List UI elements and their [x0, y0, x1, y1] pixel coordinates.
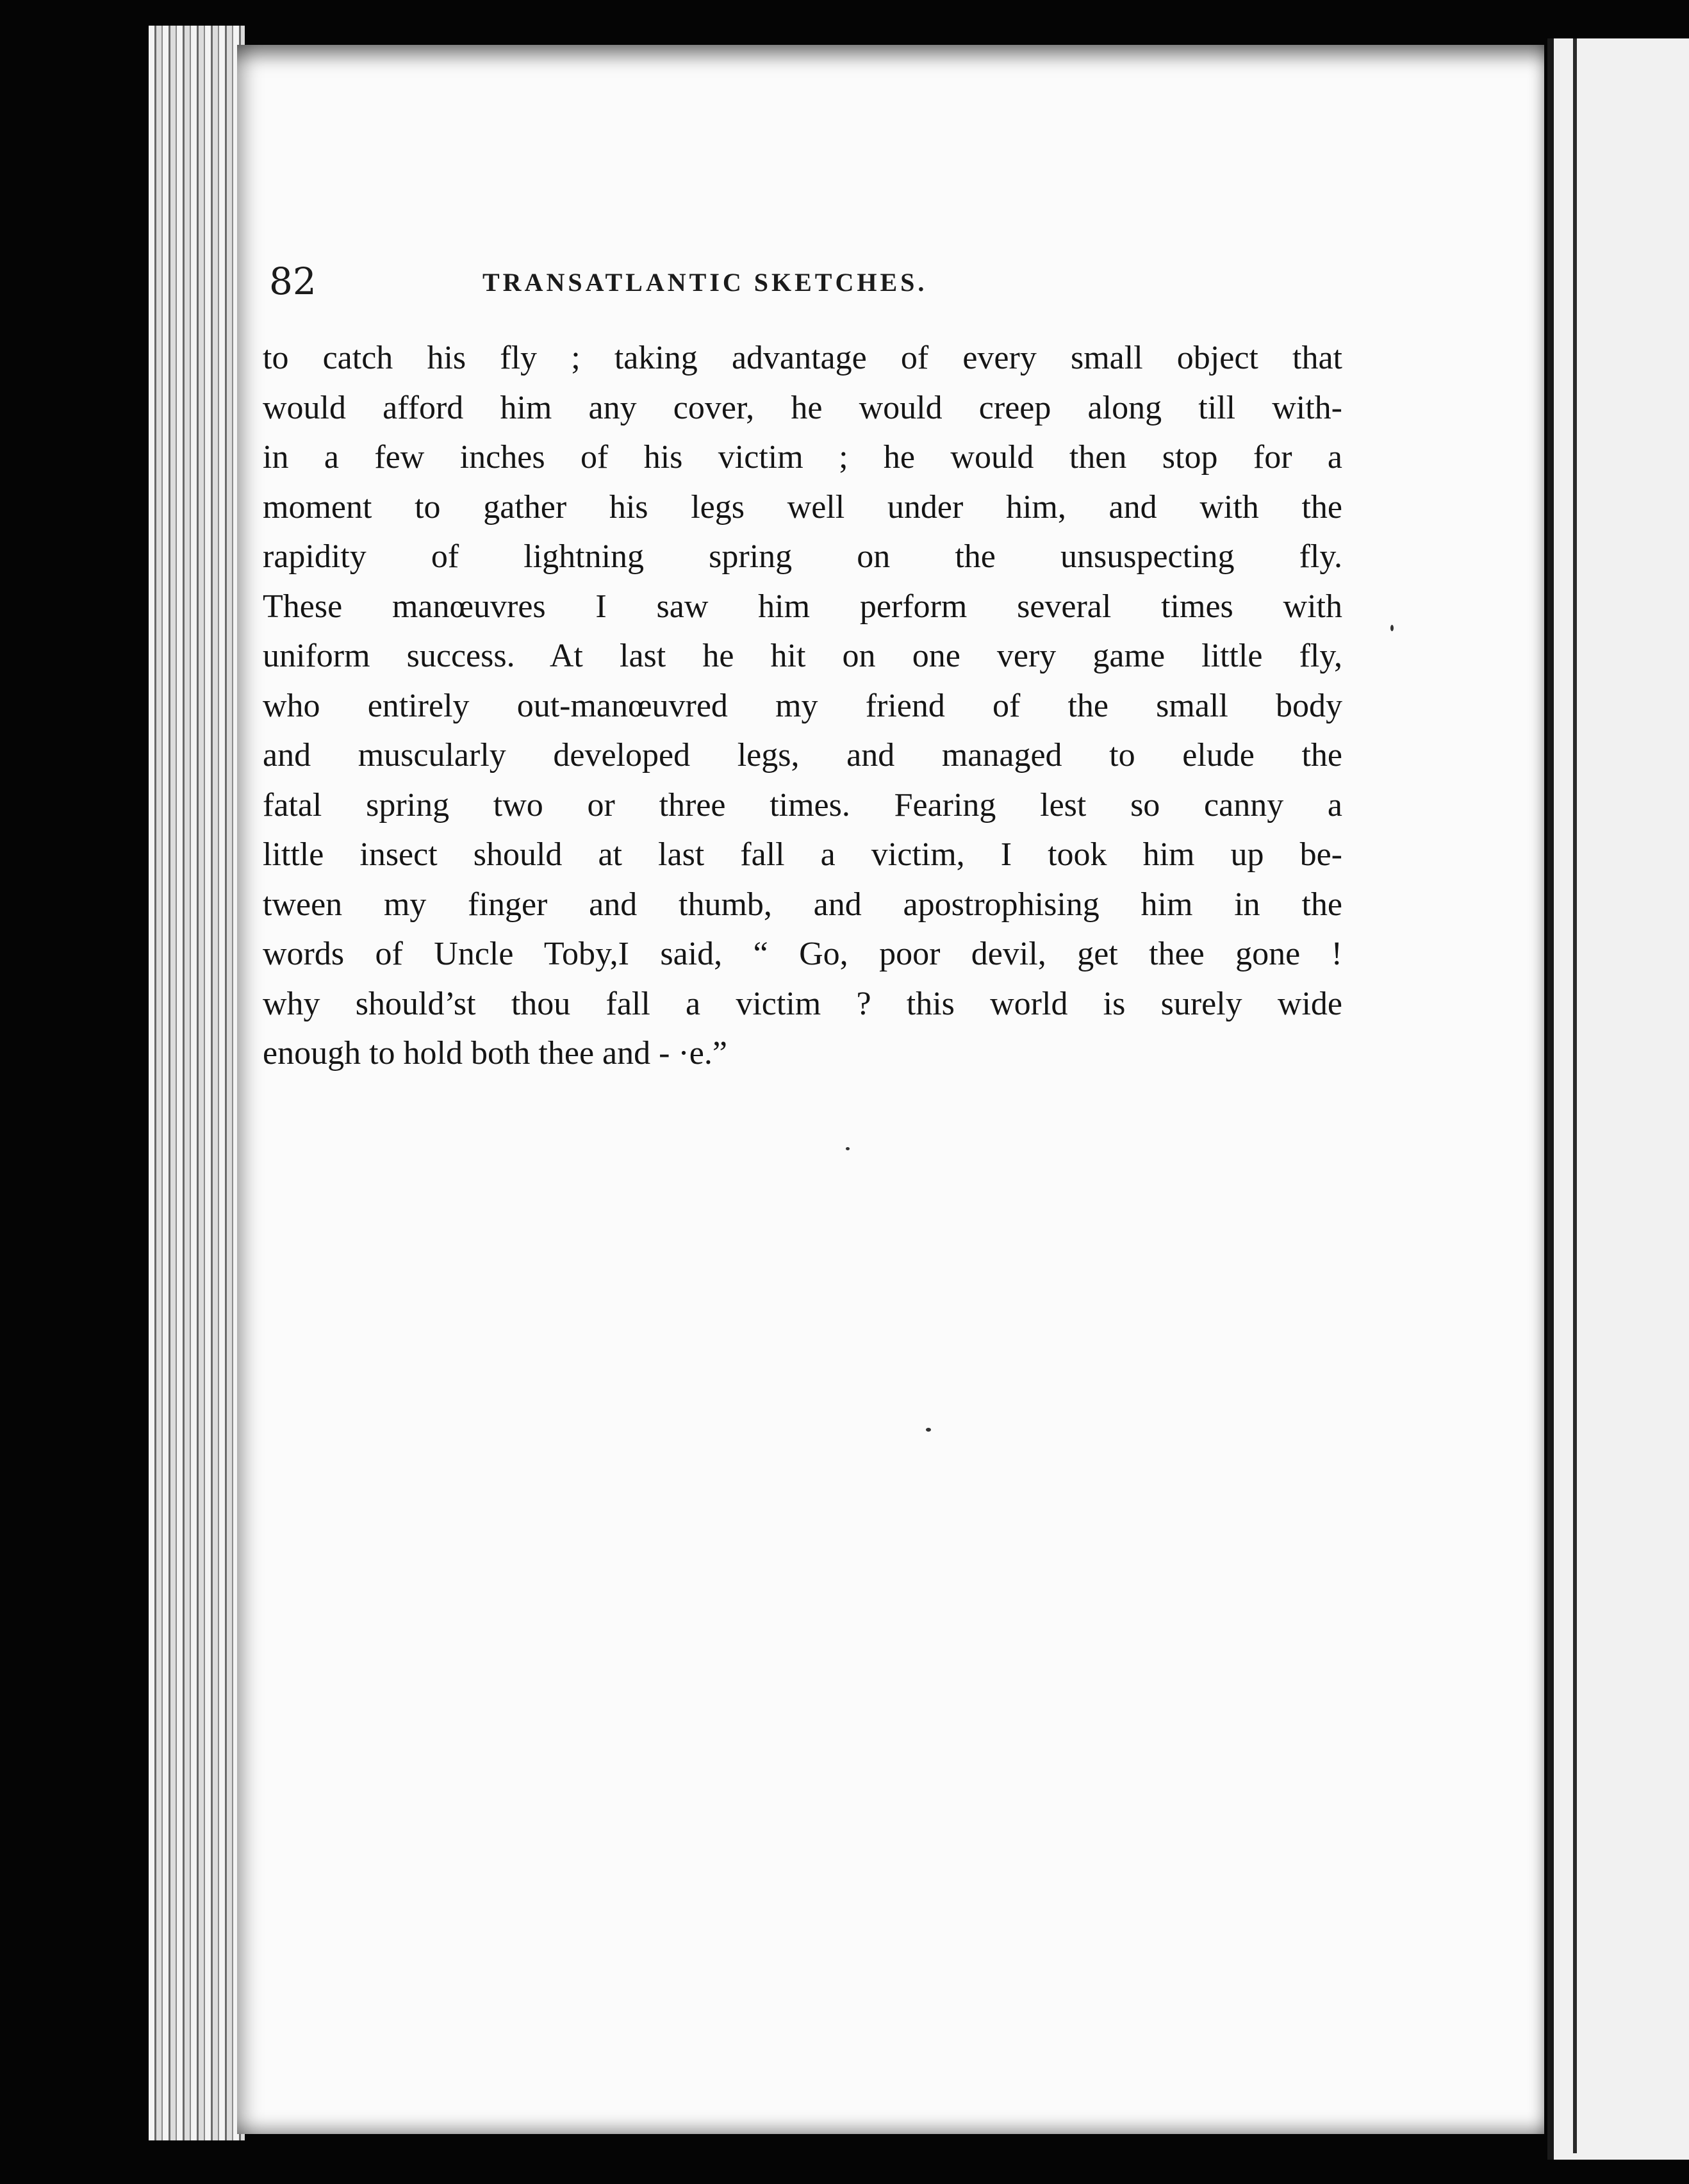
- book-page-edges: [149, 26, 245, 2140]
- text-line: rapidity of lightning spring on the unsuspecting fly.: [263, 538, 1342, 575]
- text-line: why should’st thou fall a victim ? this world is surely wide: [263, 985, 1342, 1022]
- page-body-text: [263, 333, 1352, 1079]
- text-line: would afford him any cover, he would creep along till with-: [263, 389, 1342, 426]
- film-speck: [926, 1428, 931, 1432]
- text-line: who entirely out-manœuvred my friend of the small body: [263, 687, 1342, 724]
- text-line: little insect should at last fall a victim, I took him up be-: [263, 836, 1342, 873]
- running-title: TRANSATLANTIC SKETCHES.: [482, 268, 928, 297]
- text-line: and muscularly developed legs, and managed to elude the: [263, 737, 1342, 774]
- text-line: fatal spring two or three times. Fearing lest so canny a: [263, 786, 1342, 823]
- binding-gutter: [1573, 38, 1577, 2153]
- text-line: words of Uncle Toby,I said, “ Go, poor devil, get thee gone !: [263, 936, 1342, 972]
- film-speck: [1390, 625, 1394, 631]
- text-line: moment to gather his legs well under him, and with the: [263, 488, 1342, 525]
- text-line: enough to hold both thee and - ·e.”: [263, 1035, 727, 1071]
- text-line: in a few inches of his victim ; he would then stop for a: [263, 439, 1342, 476]
- page-number: 82: [269, 260, 317, 303]
- text-line: uniform success. At last he hit on one very game little fly,: [263, 638, 1342, 674]
- film-speck: [846, 1147, 850, 1150]
- facing-page-edge: [1547, 38, 1689, 2160]
- text-line: tween my finger and thumb, and apostrophising him in the: [263, 886, 1342, 923]
- text-line: to catch his fly ; taking advantage of every small object that: [263, 340, 1342, 376]
- text-line: These manœuvres I saw him perform several times with: [263, 588, 1342, 625]
- page-header: [269, 260, 1358, 330]
